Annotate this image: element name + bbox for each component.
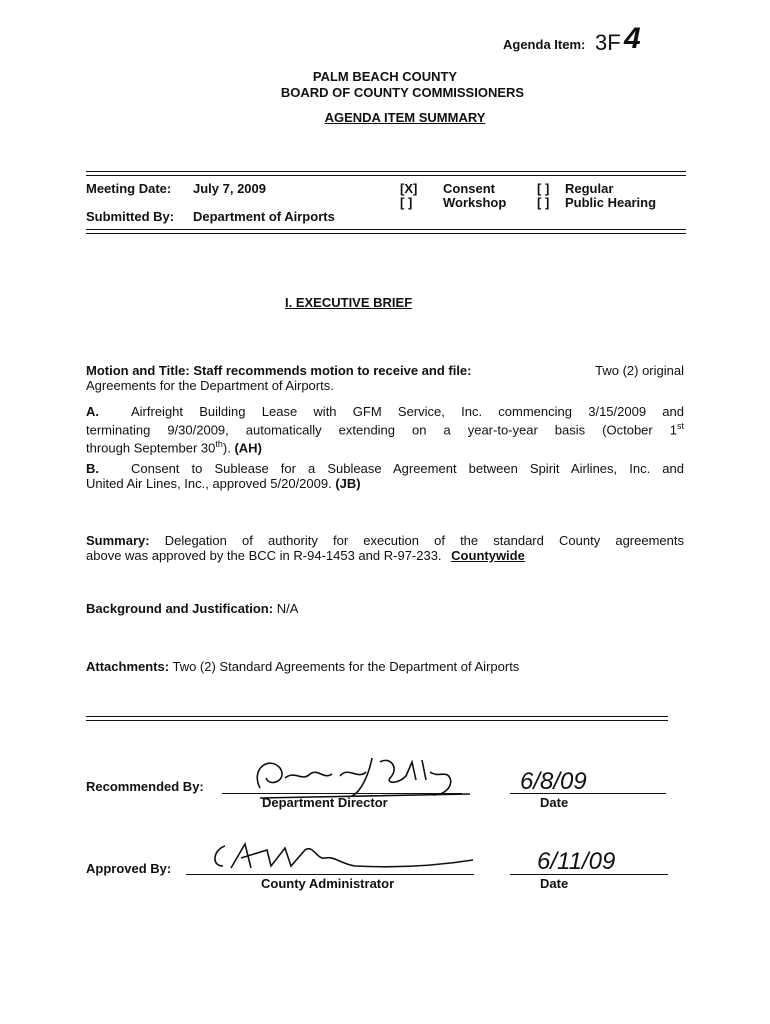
summary-title: AGENDA ITEM SUMMARY bbox=[324, 110, 486, 125]
item-b-line1 bbox=[86, 461, 684, 476]
executive-brief-heading: I. EXECUTIVE BRIEF bbox=[285, 295, 413, 310]
regular-label: Regular bbox=[565, 181, 614, 196]
attachments-block bbox=[86, 659, 519, 674]
item-a-line2 bbox=[86, 419, 684, 437]
administrator-signature bbox=[205, 836, 475, 876]
motion-block bbox=[86, 363, 684, 393]
meeting-info-double-rule bbox=[86, 229, 686, 234]
background-value: N/A bbox=[276, 601, 299, 616]
background-label: Background and Justification: bbox=[86, 601, 274, 616]
consent-checkbox: [X] bbox=[400, 181, 418, 196]
motion-label: Motion and Title: bbox=[86, 363, 190, 378]
item-a-line3 bbox=[86, 437, 684, 455]
summary-scope: Countywide bbox=[451, 548, 525, 563]
public-hearing-label: Public Hearing bbox=[565, 195, 657, 210]
agenda-item-handwritten-suffix: 4 bbox=[624, 22, 641, 55]
bottom-double-rule bbox=[86, 716, 668, 721]
item-b-text-line2: United Air Lines, Inc., approved 5/20/2009. bbox=[86, 476, 332, 491]
county-administrator-caption: County Administrator bbox=[261, 876, 395, 891]
item-a-text-line2: terminating 9/30/2009, automatically extending on a year-to-year basis (October 1 bbox=[86, 422, 677, 438]
approved-date-caption: Date bbox=[540, 876, 569, 891]
motion-bold-text: Staff recommends motion to receive and file: bbox=[193, 363, 472, 378]
item-b-line2 bbox=[86, 476, 684, 491]
board-name: BOARD OF COUNTY COMMISSIONERS bbox=[280, 85, 525, 100]
approved-by-label: Approved By: bbox=[86, 861, 172, 876]
summary-line1 bbox=[86, 533, 684, 548]
item-a-sup-st: st bbox=[676, 421, 684, 431]
item-a-line1 bbox=[86, 404, 684, 419]
item-a-code: (AH) bbox=[234, 440, 262, 456]
item-b-text-line1: Consent to Sublease for a Sublease Agreement between Spirit Airlines, Inc. and bbox=[131, 461, 684, 476]
recommended-by-label: Recommended By: bbox=[86, 779, 204, 794]
item-b-code: (JB) bbox=[335, 476, 361, 491]
recommended-date-caption: Date bbox=[540, 795, 569, 810]
meeting-date-value: July 7, 2009 bbox=[193, 181, 266, 196]
summary-text-line2: above was approved by the BCC in R-94-1453 and R-97-233. bbox=[86, 548, 442, 563]
agenda-item-label: Agenda Item: bbox=[503, 37, 586, 52]
summary-block bbox=[86, 533, 684, 563]
item-a-sup-th: th bbox=[215, 439, 223, 450]
item-b bbox=[86, 461, 684, 491]
motion-tail: Two (2) original bbox=[595, 363, 684, 378]
regular-checkbox: [ ] bbox=[537, 181, 550, 196]
summary-label: Summary: bbox=[86, 533, 150, 548]
motion-line2: Agreements for the Department of Airports. bbox=[86, 378, 334, 393]
department-director-caption: Department Director bbox=[262, 795, 388, 810]
agenda-item-number: 3F bbox=[595, 30, 621, 55]
item-a-text-line1: Airfreight Building Lease with GFM Service, Inc. commencing 3/15/2009 and bbox=[131, 404, 684, 419]
county-name: PALM BEACH COUNTY bbox=[312, 69, 458, 84]
workshop-checkbox: [ ] bbox=[400, 195, 413, 210]
attachments-label: Attachments: bbox=[86, 659, 170, 674]
submitted-by-value: Department of Airports bbox=[193, 209, 335, 224]
meeting-date-label: Meeting Date: bbox=[86, 181, 172, 196]
summary-text-line1: Delegation of authority for execution of the standard County agreements bbox=[164, 533, 684, 548]
item-a bbox=[86, 404, 684, 456]
item-a-letter: A. bbox=[86, 404, 99, 419]
background-block bbox=[86, 601, 298, 616]
attachments-value: Two (2) Standard Agreements for the Department of Airports bbox=[172, 659, 520, 674]
public-hearing-checkbox: [ ] bbox=[537, 195, 550, 210]
workshop-label: Workshop bbox=[443, 195, 507, 210]
submitted-by-label: Submitted By: bbox=[86, 209, 175, 224]
top-double-rule bbox=[86, 171, 686, 176]
item-a-text-line3: through September 30 bbox=[86, 440, 216, 456]
item-a-text-line3-end: ). bbox=[222, 440, 231, 456]
recommended-date: 6/8/09 bbox=[520, 768, 587, 795]
summary-line2 bbox=[86, 548, 684, 563]
consent-label: Consent bbox=[443, 181, 495, 196]
approved-date: 6/11/09 bbox=[537, 848, 616, 875]
item-b-letter: B. bbox=[86, 461, 99, 476]
